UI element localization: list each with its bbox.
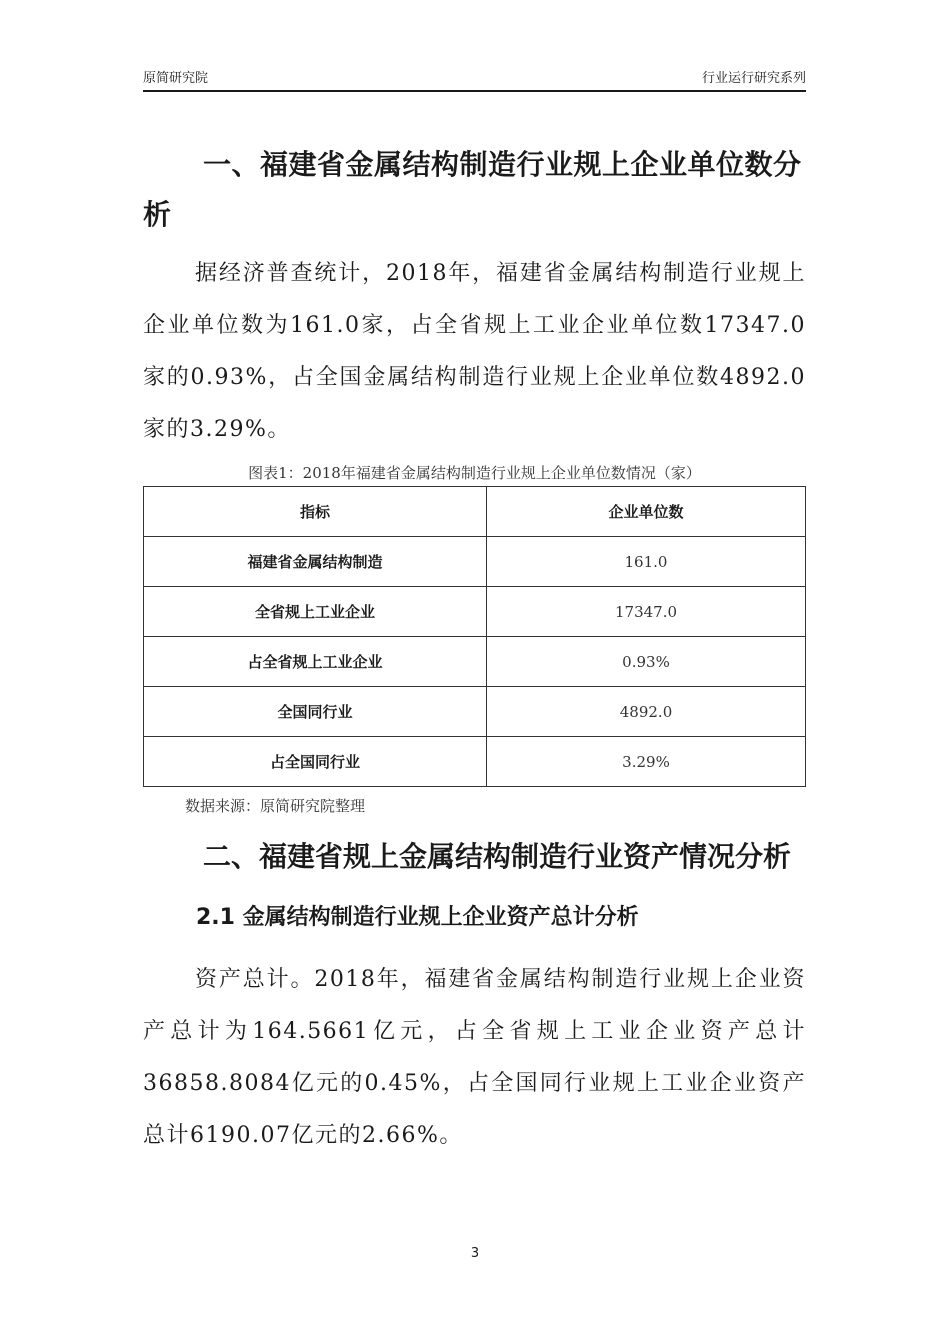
row-label: 全国同行业 [144, 687, 487, 737]
table-row [144, 637, 806, 687]
row-value: 0.93% [487, 637, 806, 687]
enterprise-count-table [143, 486, 806, 787]
table-caption: 图表1：2018年福建省金属结构制造行业规上企业单位数情况（家） [248, 464, 701, 482]
header-series-name: 行业运行研究系列 [701, 71, 806, 86]
table-row [144, 587, 806, 637]
table-header-row [144, 487, 806, 537]
page-header [143, 62, 806, 92]
row-value: 3.29% [487, 737, 806, 787]
row-label: 福建省金属结构制造 [144, 537, 487, 587]
header-org-name: 原简研究院 [143, 71, 209, 86]
table-row [144, 737, 806, 787]
row-value: 4892.0 [487, 687, 806, 737]
section2-subtitle: 2.1 金属结构制造行业规上企业资产总计分析 [196, 905, 639, 930]
row-label: 全省规上工业企业 [144, 587, 487, 637]
table-row [144, 537, 806, 587]
row-value: 17347.0 [487, 587, 806, 637]
section1-title: 一、福建省金属结构制造行业规上企业单位数分析 [143, 148, 802, 231]
column-header-indicator: 指标 [144, 487, 487, 537]
section2-paragraph: 资产总计。2018年，福建省金属结构制造行业规上企业资产总计为164.5661亿元，占全省规上工业企业资产总计36858.8084亿元的0.45%，占全国同行业规上工业企业资产总计6190.07亿元的2.66%。 [143, 967, 806, 1148]
row-label: 占全省规上工业企业 [144, 637, 487, 687]
data-source-note: 数据来源：原简研究院整理 [185, 797, 366, 815]
section2-title: 二、福建省规上金属结构制造行业资产情况分析 [203, 840, 792, 873]
table-row [144, 687, 806, 737]
row-value: 161.0 [487, 537, 806, 587]
page-number: 3 [470, 1246, 480, 1261]
row-label: 占全国同行业 [144, 737, 487, 787]
column-header-count: 企业单位数 [487, 487, 806, 537]
section1-paragraph: 据经济普查统计，2018年，福建省金属结构制造行业规上企业单位数为161.0家，占全省规上工业企业单位数17347.0家的0.93%，占全国金属结构制造行业规上企业单位数4892.0家的3.29%。 [143, 261, 806, 442]
